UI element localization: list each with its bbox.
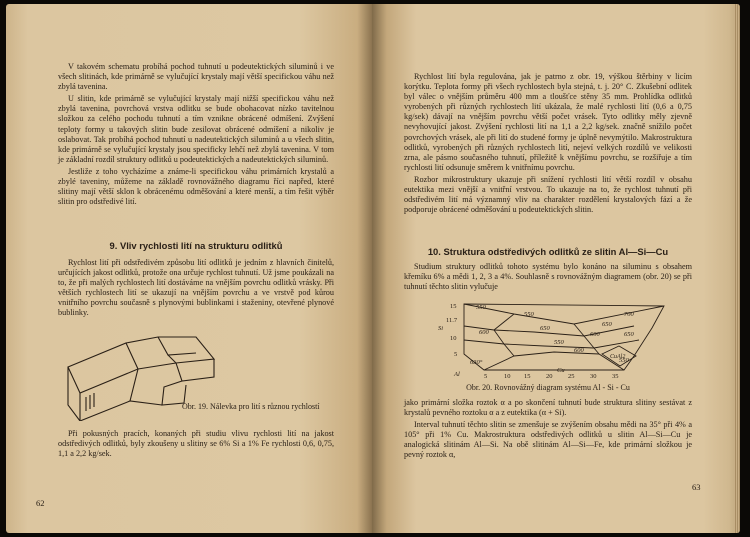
right-page xyxy=(372,4,740,533)
phase-diagram xyxy=(424,296,684,380)
right-top-text xyxy=(404,72,692,217)
axis-tick: 15 xyxy=(450,303,457,310)
paragraph: V takovém schematu probíhá pochod tuhnutí u podeutektických siluminů i ve všech slitinách, kde primárně se vylučující krystaly mají větší specifickou váhu než zbylá tavenina. xyxy=(58,62,334,92)
axis-tick: 10 xyxy=(450,335,457,342)
paragraph: Rychlost lití byla regulována, jak je patrno z obr. 19, výškou štěrbiny v licím korýtku. Teplota formy při všech rychlostech byla stejná, t. j. 20° C. Zkušební odlitek byl válec o vnějším průměru 400 mm a tloušťce stěny 35 mm. Prohlídka odlitků vyrobených při různých rychlostech lití ukázala, že malé rychlosti lití (0,6 a 0,75 kg/sek) dávají na vnějším povrchu větší počet vrásek. Tyto odlitky měly zjevně nevyhovující jakost. Zvýšení rychlosti lití na 1,1 a 2,2 kg/sek. značně snížilo počet povrchových vrásek, ale při lití do studené formy je úplně nevymýtilo. Makrostruktura odlitků, vyrobených při různých rychlostech lití, nejeví velkých rozdílů ve velikosti zrna, ale pásmo současného tuhnutí, příležitě k vnějšímu povrchu, se rozšiřuje a tím rychlosti lití odsunuje směrem k vnitřnímu povrchu. xyxy=(404,72,692,172)
paragraph: Jestliže z toho vycházíme a známe-li specifickou váhu primárních krystalů a zbylé taveniny, můžeme na základě rovnovážného diagramu říci napřed, které slitiny mají větší sklon k obrácenému odměšování a které menší, a tím řešit výběr slitin pro odstředivé lití. xyxy=(58,166,334,207)
paragraph: U slitin, kde primárně se vylučující krystaly mají nižší specifickou váhu než zbylá tavenina, povrchová vrstva odlitku se bude obohacovat nízko tavitelnou složkou za celého pochodu tuhnutí a tím vznikne obrácené odmíšení. Zvýšení teploty formy u takových slitin bude zesilovat obrácené odmíšení a nikoliv je oslabovat. Tak probíhá pochod tuhnutí u nadeutektických siluminů a u všech slitin, kde primárně se vylučující krystaly jsou specificky lehčí než zbylá tavenina. V tom je základní rozdíl struktury odlitků u podeutektických a nadeutektických siluminů. xyxy=(58,94,334,164)
right-section-text xyxy=(404,262,692,294)
paragraph: Studium struktury odlitků tohoto systému bylo konáno na siluminu s obsahem křemíku 6% a mědi 1, 2, 3 a 4%. Souhlasně s rovnovážným diagramem (obr. 20) se při tuhnutí těchto slitin vylučuje xyxy=(404,262,692,292)
temp-label: 650 xyxy=(540,325,550,332)
left-bottom-text xyxy=(58,429,334,461)
temp-label: 600 xyxy=(479,329,489,336)
right-bottom-text xyxy=(404,398,692,463)
phase-label: CuAl2 xyxy=(610,354,626,360)
axis-tick: 35 xyxy=(612,373,619,380)
paragraph: Při pokusných pracích, konaných při studiu vlivu rychlosti lití na jakost odstředivých odlitků, byly zkoušeny u slitiny se 6% Si a 1% Fe rychlosti 0,6, 0,75, 1,1 a 2,2 kg/sek. xyxy=(58,429,334,459)
temp-label: 700 xyxy=(624,311,634,318)
temp-label: 630° xyxy=(470,359,483,366)
section-heading: 10. Struktura odstředivých odlitků ze slitin Al—Si—Cu xyxy=(427,246,669,257)
open-book xyxy=(6,4,744,533)
left-section-text xyxy=(58,258,334,321)
axis-tick: 25 xyxy=(568,373,575,380)
paragraph: Rychlost lití při odstředivém způsobu lití odlitků je jedním z hlavních činitelů, určujících jakost odlitků, protože ona určuje rychlost tuhnutí. Už jsme poukázali na to, že při malých rychlostech lití dostáváme na vnějším povrchu odlitků vrásky. Při větších rychlostech lití se ukazují na vnějším povrchu a ve vrstvě pod kůrou vnitřního povrchu současně s plynovými bublinkami i staženiny, otevřené plynové bublinky. xyxy=(58,258,334,318)
left-top-text xyxy=(58,62,334,209)
page-number: 62 xyxy=(36,498,45,508)
temp-label: 550 xyxy=(619,357,629,364)
axis-tick: 5 xyxy=(484,373,488,380)
axis-label: Al xyxy=(454,371,460,378)
temp-label: 550 xyxy=(476,304,486,311)
axis-tick: 5 xyxy=(454,351,458,358)
axis-tick: 30 xyxy=(590,373,597,380)
paragraph: Rozbor mikrostruktury ukazuje při snížení rychlosti lití větší rozdíl v obsahu eutektika mezi vnější a vnitřní vrstvou. To ukazuje na to, že rychlost tuhnutí při odstředivém lití má významný vliv na charakter rozdělení krystalových fází a že podporuje obrácené odměšování u podeutektických slitin. xyxy=(404,174,692,215)
temp-label: 550 xyxy=(554,339,564,346)
axis-tick: 15 xyxy=(524,373,531,380)
temp-label: 650 xyxy=(624,331,634,338)
section-heading: 9. Vliv rychlosti lití na strukturu odlitků xyxy=(109,240,283,251)
axis-tick: 11.7 xyxy=(446,317,458,324)
figure-caption: Obr. 20. Rovnovážný diagram systému Al - Si - Cu xyxy=(466,383,630,392)
page-edges xyxy=(734,4,740,533)
axis-tick: 20 xyxy=(546,373,553,380)
paragraph: jako primární složka roztok α a po skončení tuhnutí bude struktura slitiny sestávat z krystalů pevného roztoku α a z eutektika (α + Si). xyxy=(404,398,692,418)
left-page xyxy=(6,4,372,533)
temp-label: 550 xyxy=(524,311,534,318)
temp-label: 600 xyxy=(590,331,600,338)
axis-label: Si xyxy=(438,325,444,332)
paragraph: Interval tuhnutí těchto slitin se zmenšuje se zvýšením obsahu mědi na 35° při 4% a 105° při 1% Cu. Makrostruktura odstředivých odlitků u slitin Al—Si—Cu je analogická slitinám Al—Si. Na obě slitinám Al—Si—Fe, kde primární složkou je pevný roztok α, xyxy=(404,420,692,460)
figure-caption: Obr. 19. Nálevka pro lití s různou rychlostí xyxy=(182,402,320,411)
temp-label: 650 xyxy=(602,321,612,328)
axis-tick: 10 xyxy=(504,373,511,380)
page-number: 63 xyxy=(692,482,701,492)
axis-label: Cu xyxy=(557,367,565,374)
temp-label: 600 xyxy=(574,347,584,354)
